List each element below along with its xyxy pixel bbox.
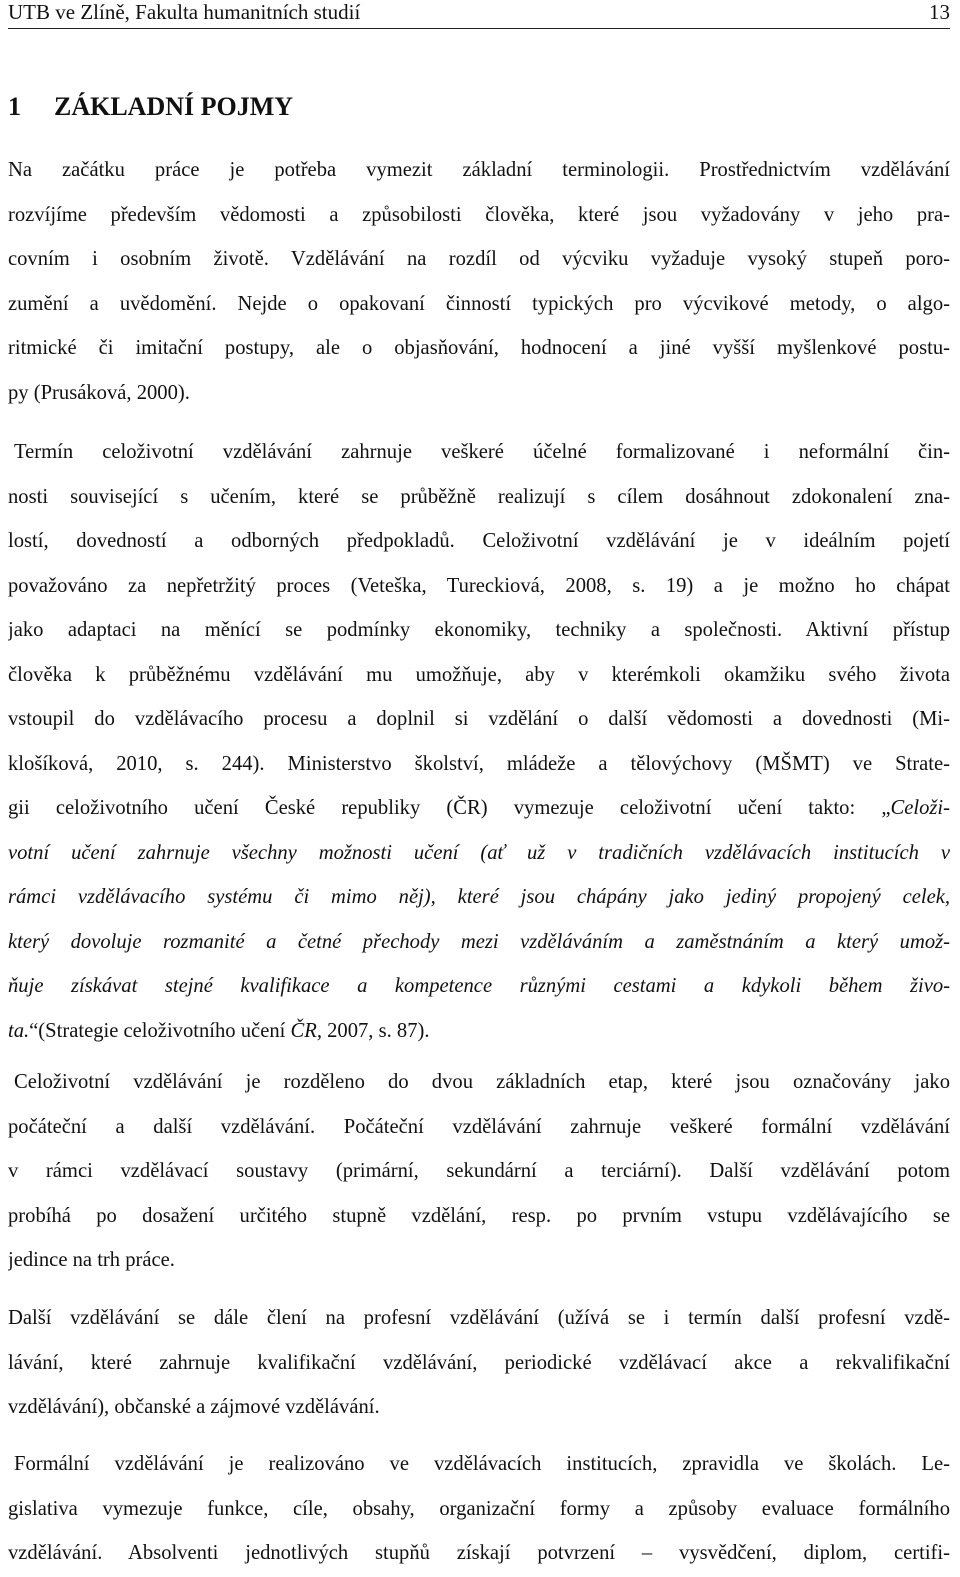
- text-line: zumění a uvědomění. Nejde o opakovaní činností typických pro výcvikové metody, o algo-: [8, 292, 950, 315]
- text-line: py (Prusáková, 2000).: [8, 381, 190, 404]
- paragraph-1: [8, 148, 950, 415]
- text-line: gislativa vymezuje funkce, cíle, obsahy, organizační formy a způsoby evaluace formálního: [8, 1497, 950, 1520]
- text-line: považováno za nepřetržitý proces (Veteška, Tureckiová, 2008, s. 19) a je možno ho chápat: [8, 574, 950, 597]
- text-line: Další vzdělávání se dále člení na profesní vzdělávání (užívá se i termín další profesní vzdě-: [8, 1307, 950, 1329]
- text-line: Formální vzdělávání je realizováno ve vzdělávacích institucích, zpravidla ve školách. Le-: [14, 1453, 950, 1475]
- text-line: probíhá po dosažení určitého stupně vzdělání, resp. po prvním vstupu vzdělávajícího se: [8, 1204, 950, 1227]
- chapter-title: ZÁKLADNÍ POJMY: [54, 92, 294, 121]
- paragraph-3: [8, 1060, 950, 1283]
- chapter-number: 1: [8, 92, 21, 121]
- text-line: ritmické či imitační postupy, ale o objasňování, hodnocení a jiné vyšší myšlenkové postu-: [8, 337, 950, 359]
- text-line: klošíková, 2010, s. 244). Ministerstvo školství, mládeže a tělovýchovy (MŠMT) ve Strate-: [8, 752, 950, 775]
- text-line: vstoupil do vzdělávacího procesu a doplnil si vzdělání o další vědomosti a dovednosti (Mi-: [8, 708, 950, 730]
- quote-line: votní učení zahrnuje všechny možnosti učení (ať už v tradičních vzdělávacích institucích v: [8, 841, 950, 864]
- text-line: Celoživotní vzdělávání je rozděleno do dvou základních etap, které jsou označovány jako: [14, 1071, 950, 1093]
- quote-intro: gii celoživotního učení České republiky (ČR) vymezuje celoživotní učení takto: „: [8, 797, 891, 819]
- chapter-heading: [8, 90, 293, 124]
- text-line: nosti související s učením, které se průběžně realizují s cílem dosáhnout zdokonalení zna-: [8, 485, 950, 508]
- paragraph-4: [8, 1296, 950, 1430]
- text-line: Termín celoživotní vzdělávání zahrnuje veškeré účelné formalizované i neformální čin-: [14, 441, 950, 463]
- text-line: covním i osobním životě. Vzdělávání na rozdíl od výcviku vyžaduje vysoký stupeň poro-: [8, 248, 950, 270]
- text-line: Na začátku práce je potřeba vymezit základní terminologii. Prostřednictvím vzdělávání: [8, 159, 950, 181]
- text-line: vzdělávání), občanské a zájmové vzdělávání.: [8, 1396, 380, 1418]
- text-line: vzdělávání. Absolventi jednotlivých stupňů získají potvrzení – vysvědčení, diplom, certifi-: [8, 1542, 950, 1564]
- text-line: ta.“(Strategie celoživotního učení ČR, 2007, s. 87).: [8, 1019, 430, 1042]
- quote-start: Celoži-: [890, 797, 950, 819]
- text-line: lávání, které zahrnuje kvalifikační vzdělávání, periodické vzdělávací akce a rekvalifikační: [8, 1351, 950, 1374]
- paragraph-5: [8, 1442, 950, 1576]
- text-line: jako adaptaci na měnící se podmínky ekonomiky, techniky a společnosti. Aktivní přístup: [8, 619, 950, 641]
- text-line: jedince na trh práce.: [8, 1249, 175, 1271]
- paragraph-2: [8, 430, 950, 1053]
- text-line: lostí, dovedností a odborných předpokladů. Celoživotní vzdělávání je v ideálním pojetí: [8, 530, 950, 552]
- text-line: člověka k průběžnému vzdělávání mu umožňuje, aby v kterémkoli okamžiku svého života: [8, 663, 950, 686]
- text-line: počáteční a další vzdělávání. Počáteční vzdělávání zahrnuje veškeré formální vzdělávání: [8, 1115, 950, 1138]
- quote-line: rámci vzdělávacího systému či mimo něj), které jsou chápány jako jediný propojený celek,: [8, 886, 950, 908]
- text-line: rozvíjíme především vědomosti a způsobilosti člověka, které jsou vyžadovány v jeho pra-: [8, 203, 950, 226]
- text-line: [8, 786, 950, 831]
- quote-line: ňuje získávat stejné kvalifikace a kompetence různými cestami a kdykoli během živo-: [8, 975, 950, 997]
- quote-line: který dovoluje rozmanité a četné přechody mezi vzděláváním a zaměstnáním a který umož-: [8, 930, 950, 953]
- text-line: v rámci vzdělávací soustavy (primární, sekundární a terciární). Další vzdělávání potom: [8, 1160, 950, 1182]
- header-title: UTB ve Zlíně, Fakulta humanitních studií: [8, 0, 361, 24]
- running-header: [8, 0, 950, 29]
- page-number: 13: [929, 0, 950, 24]
